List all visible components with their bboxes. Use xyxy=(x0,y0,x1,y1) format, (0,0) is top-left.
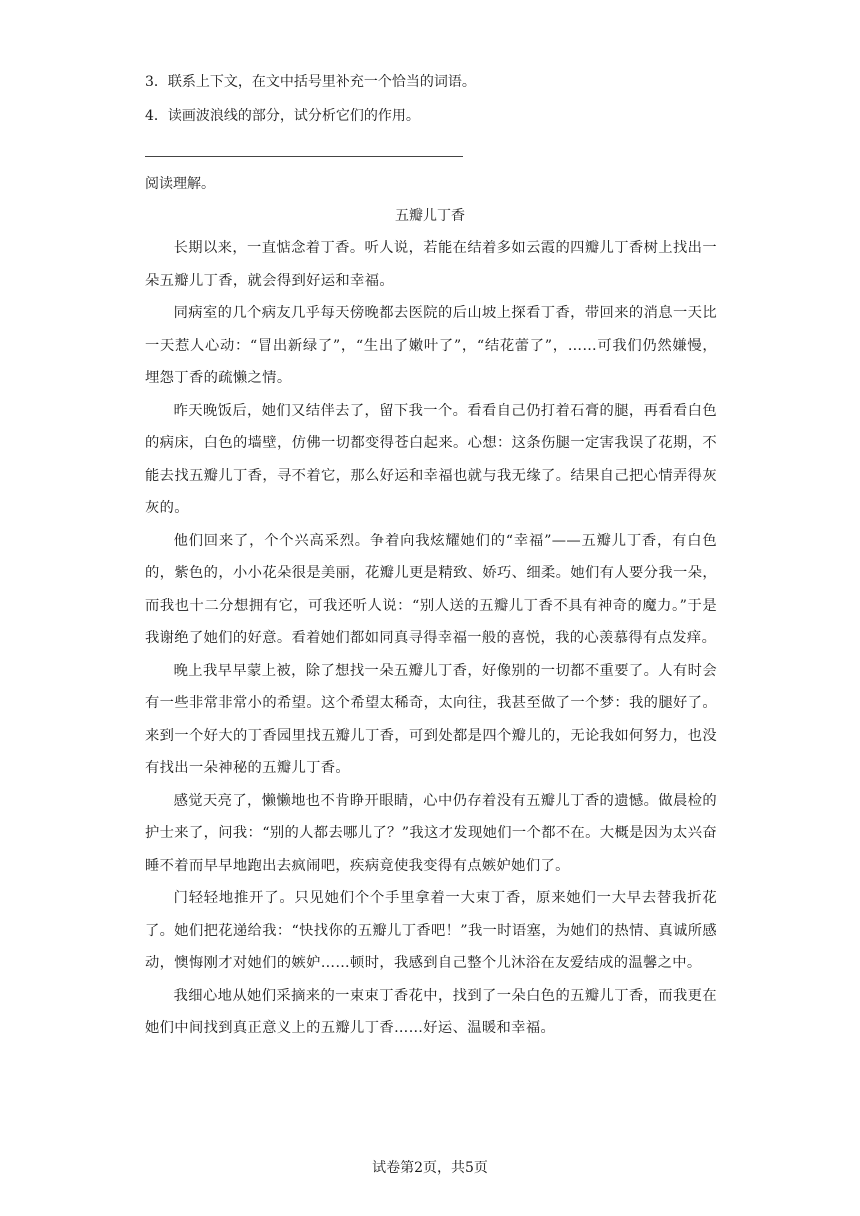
article-paragraph: 我细心地从她们采摘来的一束束丁香花中，找到了一朵白色的五瓣儿丁香，而我更在她们中间找到真正意义上的五瓣儿丁香……好运、温暖和幸福。 xyxy=(145,987,717,1036)
article-paragraph: 长期以来，一直惦念着丁香。听人说，若能在结着多如云霞的四瓣儿丁香树上找出一朵五瓣儿丁香，就会得到好运和幸福。 xyxy=(145,240,717,289)
question-3: 3．联系上下文，在文中括号里补充一个恰当的词语。 xyxy=(145,74,476,90)
article-body xyxy=(145,232,717,1045)
article-paragraph: 晚上我早早蒙上被，除了想找一朵五瓣儿丁香，好像别的一切都不重要了。人有时会有一些非常非常小的希望。这个希望太稀奇，太向往，我甚至做了一个梦：我的腿好了。来到一个好大的丁香园里找五瓣儿丁香，可到处都是四个瓣儿的，无论我如何努力，也没有找出一朵神秘的五瓣儿丁香。 xyxy=(145,662,717,776)
section-divider xyxy=(145,156,463,157)
section-intro: 阅读理解。 xyxy=(145,176,215,192)
question-4: 4．读画波浪线的部分，试分析它们的作用。 xyxy=(145,108,420,124)
article-paragraph: 他们回来了，个个兴高采烈。争着向我炫耀她们的“幸福”——五瓣儿丁香，有白色的，紫色的，小小花朵很是美丽，花瓣儿更是精致、娇巧、细柔。她们有人要分我一朵，而我也十二分想拥有它，可我还听人说：“别人送的五瓣儿丁香不具有神奇的魔力。”于是我谢绝了她们的好意。看着她们都如同真寻得幸福一般的喜悦，我的心羡慕得有点发痒。 xyxy=(145,532,717,646)
article-paragraph: 同病室的几个病友几乎每天傍晚都去医院的后山坡上探看丁香，带回来的消息一天比一天惹人心动：“冒出新绿了”，“生出了嫩叶了”，“结花蕾了”，……可我们仍然嫌慢，埋怨丁香的疏懒之情。 xyxy=(145,305,717,386)
article-paragraph: 昨天晚饭后，她们又结伴去了，留下我一个。看看自己仍打着石膏的腿，再看看白色的病床，白色的墙壁，仿佛一切都变得苍白起来。心想：这条伤腿一定害我误了花期，不能去找五瓣儿丁香，寻不着它，那么好运和幸福也就与我无缘了。结果自己把心情弄得灰灰的。 xyxy=(145,402,717,516)
article-paragraph: 感觉天亮了，懒懒地也不肯睁开眼睛，心中仍存着没有五瓣儿丁香的遗憾。做晨检的护士来了，问我：“别的人都去哪儿了？”我这才发现她们一个都不在。大概是因为太兴奋睡不着而早早地跑出去疯闹吧，疾病竟使我变得有点嫉妒她们了。 xyxy=(145,792,717,874)
article-paragraph: 门轻轻地推开了。只见她们个个手里拿着一大束丁香，原来她们一大早去替我折花了。她们把花递给我：“快找你的五瓣儿丁香吧！”我一时语塞，为她们的热情、真诚所感动，懊悔刚才对她们的嫉妒……顿时，我感到自己整个儿沐浴在友爱结成的温馨之中。 xyxy=(145,890,717,971)
article-title: 五瓣儿丁香 xyxy=(395,208,465,224)
page-footer: 试卷第2页，共5页 xyxy=(372,1160,488,1176)
